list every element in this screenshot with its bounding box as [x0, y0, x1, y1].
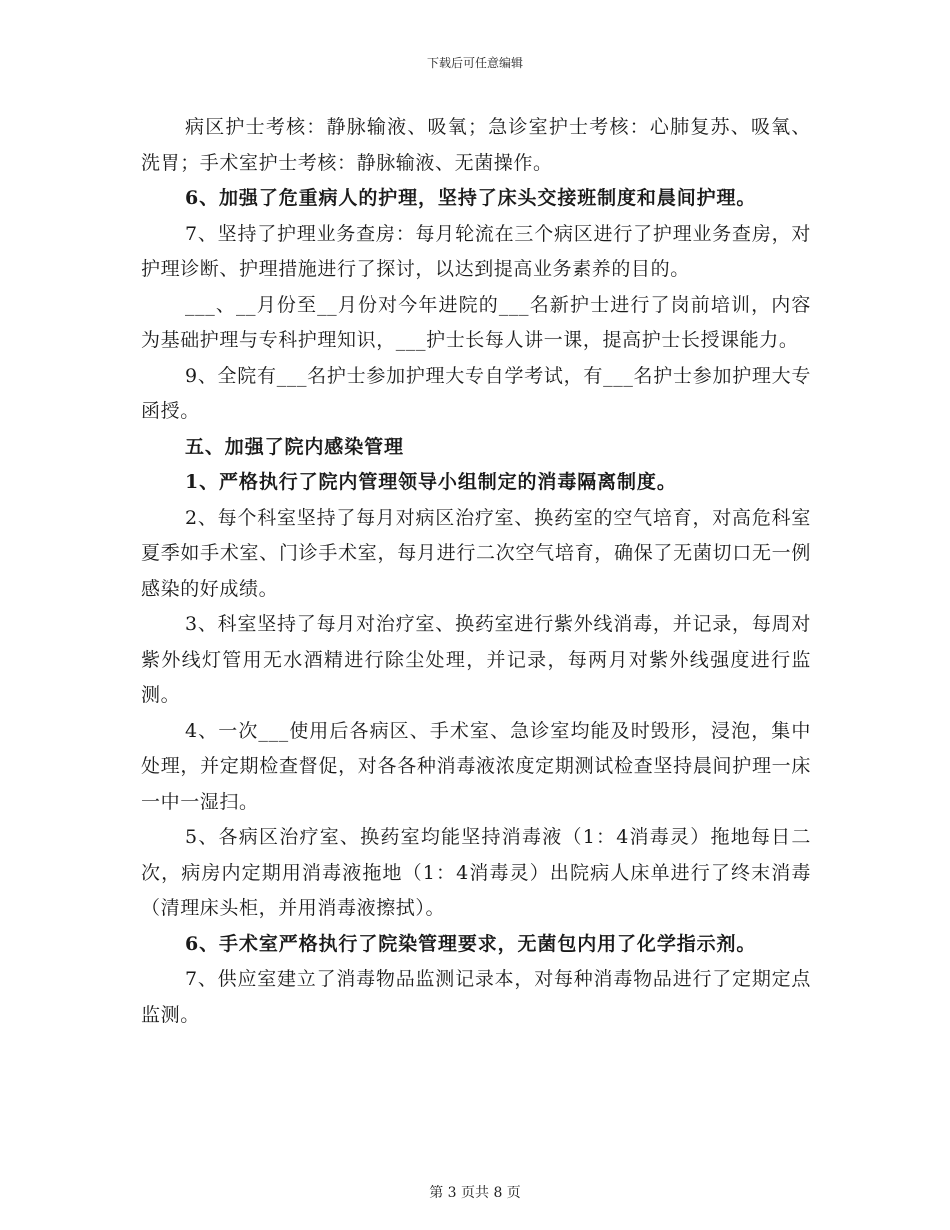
paragraph-nurse-assessment: 病区护士考核：静脉输液、吸氧；急诊室护士考核：心肺复苏、吸氧、洗胃；手术室护士考核：静脉输液、无菌操作。 [141, 116, 811, 174]
page-header: 下载后可任意编辑 [426, 56, 523, 70]
paragraph-uv-disinfection: 3、科室坚持了每月对治疗室、换药室进行紫外线消毒，并记录，每周对紫外线灯管用无水酒精进行除尘处理，并记录，每两月对紫外线强度进行监测。 [141, 613, 811, 706]
paragraph-critical-patient-care: 6、加强了危重病人的护理，坚持了床头交接班制度和晨间护理。 [185, 187, 757, 209]
paragraph-new-nurse-training: ___、__月份至__月份对今年进院的___名新护士进行了岗前培训，内容为基础护理与专科护理知识，___护士长每人讲一课，提高护士长授课能力。 [141, 293, 811, 351]
document-body [141, 110, 811, 1033]
page-footer: 第 3 页共 8 页 [429, 1185, 521, 1201]
paragraph-disinfection-system: 1、严格执行了院内管理领导小组制定的消毒隔离制度。 [185, 471, 677, 493]
paragraph-floor-mopping: 5、各病区治疗室、换药室均能坚持消毒液（1：4消毒灵）拖地每日二次，病房内定期用消毒液拖地（1：4消毒灵）出院病人床单进行了终末消毒（清理床头柜，并用消毒液擦拭）。 [141, 826, 811, 919]
paragraph-supply-monitoring: 7、供应室建立了消毒物品监测记录本，对每种消毒物品进行了定期定点监测。 [141, 968, 811, 1026]
paragraph-air-culture: 2、每个科室坚持了每月对病区治疗室、换药室的空气培育，对高危科室夏季如手术室、门诊手术室，每月进行二次空气培育，确保了无菌切口无一例感染的好成绩。 [141, 506, 811, 600]
paragraph-college-exams: 9、全院有___名护士参加护理大专自学考试，有___名护士参加护理大专函授。 [141, 364, 811, 422]
paragraph-chemical-indicator: 6、手术室严格执行了院染管理要求，无菌包内用了化学指示剂。 [185, 932, 757, 955]
section-heading-infection-control: 五、加强了院内感染管理 [185, 435, 404, 458]
paragraph-ward-rounds: 7、坚持了护理业务查房：每月轮流在三个病区进行了护理业务查房，对护理诊断、护理措施进行了探讨，以达到提高业务素养的目的。 [141, 222, 811, 280]
paragraph-disposal: 4、一次___使用后各病区、手术室、急诊室均能及时毁形，浸泡，集中处理，并定期检查督促，对各各种消毒液浓度定期测试检查坚持晨间护理一床一中一湿扫。 [141, 719, 811, 813]
